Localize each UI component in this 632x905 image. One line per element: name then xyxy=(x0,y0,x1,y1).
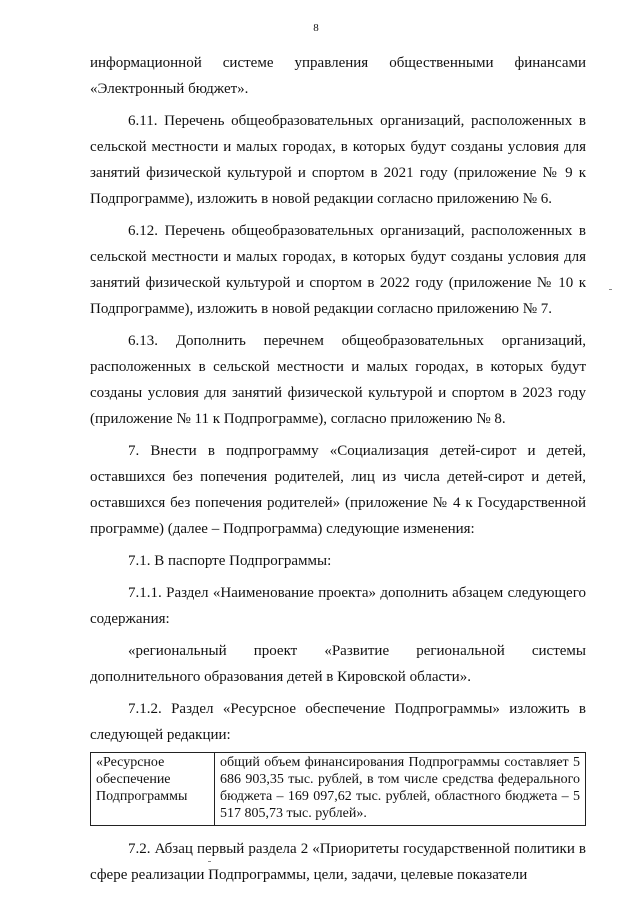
paragraph-6-12: 6.12. Перечень общеобразовательных организаций, расположенных в сельской местности и малых городах, в которых будут созданы условия для занятий физической культурой и спортом в 2022 году (приложение № 10 к Подпрограмме), изложить в новой редакции согласно приложению № 7. xyxy=(90,223,586,317)
paragraph-7-1-1: 7.1.1. Раздел «Наименование проекта» дополнить абзацем следующего содержания: xyxy=(90,585,586,627)
scan-speck xyxy=(609,289,612,290)
paragraph-7-1: 7.1. В паспорте Подпрограммы: xyxy=(128,553,332,569)
resource-table-value: общий объем финансирования Подпрограммы составляет 5 686 903,35 тыс. рублей, в том числе средства федерального бюджета – 169 097,62 тыс. рублей, областного бюджета – 5 517 805,73 тыс. рублей». xyxy=(215,753,586,826)
document-body xyxy=(90,50,586,894)
paragraph-7-2: 7.2. Абзац первый раздела 2 «Приоритеты государственной политики в сфере реализации Подпрограммы, цели, задачи, целевые показатели xyxy=(90,841,586,883)
paragraph-7-1-2: 7.1.2. Раздел «Ресурсное обеспечение Подпрограммы» изложить в следующей редакции: xyxy=(90,701,586,743)
scan-speck xyxy=(208,861,211,862)
paragraph-7: 7. Внести в подпрограмму «Социализация детей-сирот и детей, оставшихся без попечения родителей, лиц из числа детей-сирот и детей, оставшихся без попечения родителей» (приложение № 4 к Государственной программе) (далее – Подпрограмма) следующие изменения: xyxy=(90,443,586,537)
paragraph-6-11: 6.11. Перечень общеобразовательных организаций, расположенных в сельской местности и малых городах, в которых будут созданы условия для занятий физической культурой и спортом в 2021 году (приложение № 9 к Подпрограмме), изложить в новой редакции согласно приложению № 6. xyxy=(90,113,586,207)
resource-table xyxy=(90,752,586,826)
page-number: 8 xyxy=(313,22,319,34)
paragraph-regional-project: «региональный проект «Развитие региональной системы дополнительного образования детей в Кировской области». xyxy=(90,643,586,685)
table-row xyxy=(91,753,586,826)
paragraph-electronic-budget: информационной системе управления общественными финансами «Электронный бюджет». xyxy=(90,55,586,97)
resource-table-label: «Ресурсное обеспечение Подпрограммы xyxy=(91,753,215,826)
paragraph-6-13: 6.13. Дополнить перечнем общеобразовательных организаций, расположенных в сельской местности и малых городах, в которых будут созданы условия для занятий физической культурой и спортом в 2023 году (приложение № 11 к Подпрограмме), согласно приложению № 8. xyxy=(90,333,586,427)
